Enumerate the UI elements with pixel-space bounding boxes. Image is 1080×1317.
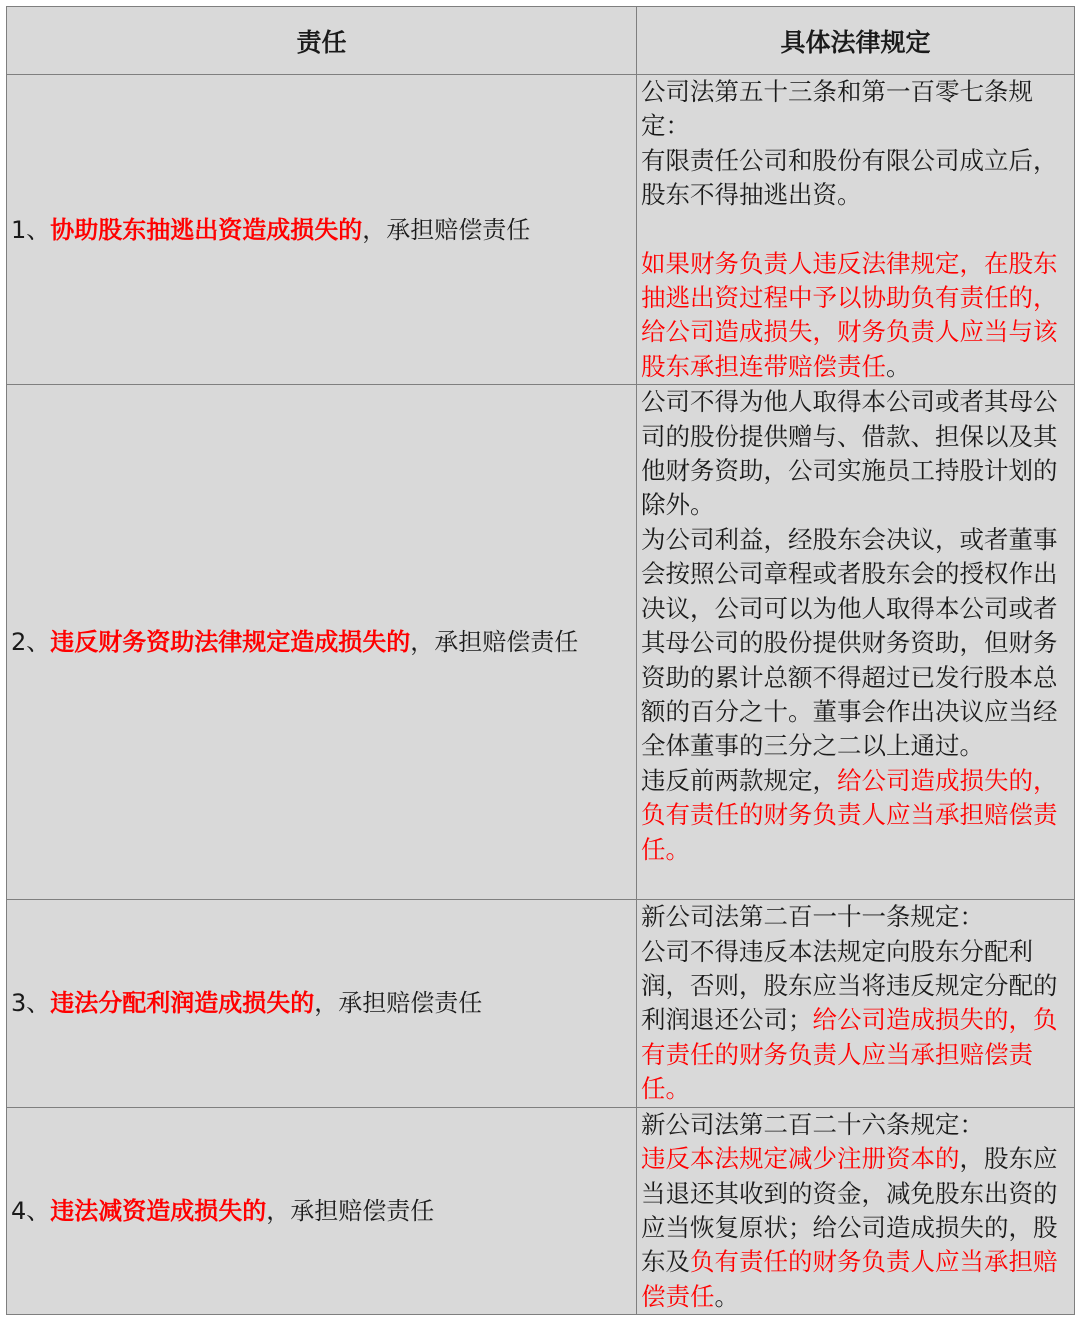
law-paragraph-highlight — [641, 935, 1072, 1107]
law-red-text: 给公司造成损失的，负有责任的财务负责人应当承担赔偿责任。 — [641, 765, 1058, 864]
table-header-row — [7, 7, 1075, 75]
row-number: 3、 — [11, 989, 51, 1018]
responsibility-cell — [7, 385, 637, 900]
responsibility-highlight: 违法减资造成损失的 — [50, 1196, 267, 1225]
table-row — [7, 385, 1075, 900]
law-period: 。 — [886, 351, 911, 381]
table-row — [7, 1107, 1075, 1314]
row-number: 1、 — [11, 215, 51, 244]
row-number: 2、 — [11, 628, 51, 657]
law-paragraph: 为公司利益，经股东会决议，或者董事会按照公司章程或者股东会的授权作出决议，公司可以为他人取得本公司或者其母公司的股份提供财务资助，但财务资助的累计总额不得超过已发行股本总额的百分之十。董事会作出决议应当经全体董事的三分之二以上通过。 — [641, 524, 1058, 761]
responsibility-highlight: 违反财务资助法律规定造成损失的 — [50, 628, 411, 657]
law-red-text: 负有责任的财务负责人应当承担赔偿责任 — [641, 1247, 1058, 1311]
responsibility-suffix: ，承担赔偿责任 — [410, 628, 579, 657]
law-paragraph-highlight — [641, 764, 1072, 867]
law-title: 新公司法第二百一十一条规定： — [641, 902, 984, 932]
legal-provision-cell — [637, 900, 1075, 1107]
responsibility-cell — [7, 75, 637, 385]
responsibility-suffix: ，承担赔偿责任 — [314, 989, 483, 1018]
law-black-text: ，股东应当退还其收到的资金，减免股东出资的应当恢复原状；给公司造成损失的，股东及 — [641, 1144, 1058, 1277]
responsibility-highlight: 协助股东抽逃出资造成损失的 — [50, 215, 363, 244]
responsibility-suffix: ，承担赔偿责任 — [266, 1196, 435, 1225]
law-paragraph: 公司不得为他人取得本公司或者其母公司的股份提供赠与、借款、担保以及其他财务资助，公司实施员工持股计划的除外。 — [641, 387, 1058, 520]
responsibility-suffix: ，承担赔偿责任 — [362, 215, 531, 244]
table-row — [7, 900, 1075, 1107]
header-legal-provisions: 具体法律规定 — [637, 7, 1075, 75]
row-number: 4、 — [11, 1196, 51, 1225]
legal-provision-cell — [637, 75, 1075, 385]
responsibility-cell — [7, 1107, 637, 1314]
law-red-text: 违反本法规定减少注册资本的 — [641, 1144, 960, 1174]
law-title: 公司法第五十三条和第一百零七条规定： — [641, 77, 1033, 141]
law-red-text: 给公司造成损失的，负有责任的财务负责人应当承担赔偿责任。 — [641, 1005, 1058, 1104]
law-title: 新公司法第二百二十六条规定： — [641, 1109, 984, 1139]
table-row — [7, 75, 1075, 385]
law-black-text: 违反前两款规定， — [641, 765, 837, 795]
liability-table-container — [6, 6, 1074, 1311]
law-paragraph: 有限责任公司和股份有限公司成立后，股东不得抽逃出资。 — [641, 145, 1058, 210]
law-red-text: 如果财务负责人违反法律规定，在股东抽逃出资过程中予以协助负有责任的，给公司造成损失，财务负责人应当与该股东承担连带赔偿责任 — [641, 248, 1058, 381]
responsibility-highlight: 违法分配利润造成损失的 — [50, 989, 315, 1018]
liability-table — [6, 6, 1075, 1315]
law-period: 。 — [714, 1281, 739, 1311]
header-responsibility: 责任 — [7, 7, 637, 75]
law-paragraph-highlight — [641, 1142, 1072, 1314]
legal-provision-cell — [637, 385, 1075, 900]
blank-line — [641, 213, 1072, 247]
law-paragraph-highlight — [641, 247, 1072, 385]
responsibility-cell — [7, 900, 637, 1107]
legal-provision-cell — [637, 1107, 1075, 1314]
law-black-text: 公司不得违反本法规定向股东分配利润，否则，股东应当将违反规定分配的利润退还公司； — [641, 936, 1058, 1035]
